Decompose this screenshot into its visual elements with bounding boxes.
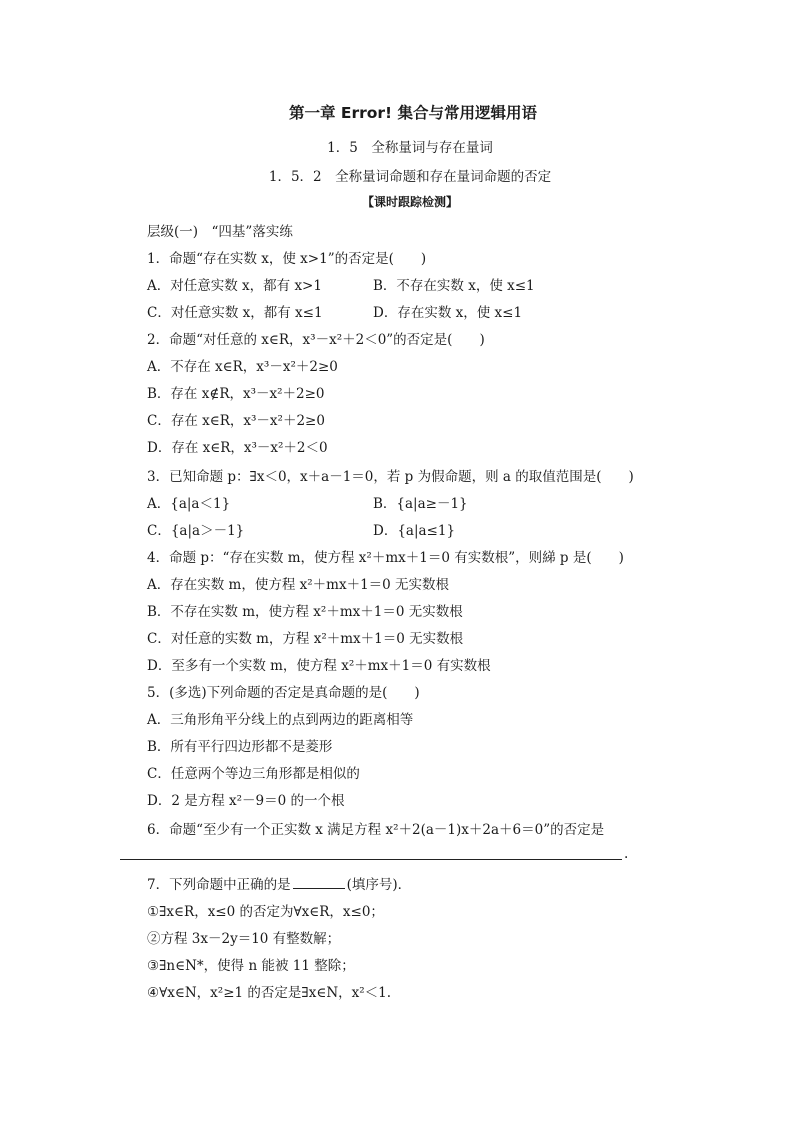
subsection-title: 1．5．2 全称量词命题和存在量词命题的否定 — [268, 169, 552, 185]
q7-item-2: ②方程 3x－2y＝10 有整数解； — [147, 931, 341, 947]
q2-option-c: C．存在 x∈R，x³－x²＋2≥0 — [147, 413, 325, 429]
q3-option-d: D．{a|a≤1} — [373, 523, 456, 539]
q7-item-3: ③∃n∈N*，使得 n 能被 11 整除； — [147, 958, 355, 974]
q5-option-b: B．所有平行四边形都不是菱形 — [147, 739, 333, 755]
q2-option-d: D．存在 x∈R，x³－x²＋2＜0 — [147, 440, 328, 456]
q4-option-c: C．对任意的实数 m，方程 x²＋mx＋1＝0 无实数根 — [147, 631, 464, 647]
q5-option-c: C．任意两个等边三角形都是相似的 — [147, 766, 360, 782]
q7-stem-prefix: 7．下列命题中正确的是 — [147, 877, 291, 893]
q1-option-c: C．对任意实数 x，都有 x≤1 — [147, 305, 323, 321]
q4-stem: 4．命题 p：“存在实数 m，使方程 x²＋mx＋1＝0 有实数根”，则綈 p 是( ) — [147, 550, 624, 566]
q1-stem: 1．命题“存在实数 x，使 x>1”的否定是( ) — [147, 251, 427, 267]
q6-answer-blank[interactable] — [120, 859, 622, 860]
q2-stem: 2．命题“对任意的 x∈R，x³－x²＋2＜0”的否定是( ) — [147, 332, 485, 348]
q6-stem: 6．命题“至少有一个正实数 x 满足方程 x²＋2(a－1)x＋2a＋6＝0”的否定是 — [147, 822, 605, 838]
q5-option-d: D．2 是方程 x²－9＝0 的一个根 — [147, 793, 345, 809]
chapter-title: 第一章 Error! 集合与常用逻辑用语 — [288, 104, 538, 122]
q1-option-a: A．对任意实数 x，都有 x>1 — [147, 278, 322, 294]
q3-option-b: B．{a|a≥－1} — [373, 496, 468, 512]
q7-item-4: ④∀x∈N，x²≥1 的否定是∃x∈N，x²＜1. — [147, 985, 392, 1001]
q7-stem-suffix: (填序号)． — [346, 877, 412, 893]
section-title: 1．5 全称量词与存在量词 — [327, 140, 493, 156]
q2-option-a: A．不存在 x∈R，x³－x²＋2≥0 — [147, 359, 338, 375]
q3-option-c: C．{a|a＞－1} — [147, 523, 245, 539]
q5-option-a: A．三角形角平分线上的点到两边的距离相等 — [147, 712, 414, 728]
q1-option-d: D．存在实数 x，使 x≤1 — [373, 305, 523, 321]
q5-stem: 5．(多选)下列命题的否定是真命题的是( ) — [147, 685, 420, 701]
q1-option-b: B．不存在实数 x，使 x≤1 — [373, 278, 535, 294]
q4-option-b: B．不存在实数 m，使方程 x²＋mx＋1＝0 无实数根 — [147, 604, 463, 620]
q7-item-1: ①∃x∈R，x≤0 的否定为∀x∈R，x≤0； — [147, 904, 384, 920]
q2-option-b: B．存在 x∉R，x³－x²＋2≥0 — [147, 386, 325, 402]
level-heading: 层级(一) “四基”落实练 — [147, 224, 293, 240]
q4-option-a: A．存在实数 m，使方程 x²＋mx＋1＝0 无实数根 — [147, 577, 450, 593]
q3-stem: 3．已知命题 p：∃x＜0，x＋a－1＝0，若 p 为假命题，则 a 的取值范围是( ) — [147, 469, 634, 485]
q3-option-a: A．{a|a＜1} — [147, 496, 231, 512]
q6-end-mark: . — [624, 846, 629, 862]
q7-answer-blank[interactable] — [293, 876, 345, 889]
exercise-tag: 【课时跟踪检测】 — [361, 195, 458, 209]
q7-stem — [147, 873, 411, 893]
q4-option-d: D．至多有一个实数 m，使方程 x²＋mx＋1＝0 有实数根 — [147, 658, 491, 674]
